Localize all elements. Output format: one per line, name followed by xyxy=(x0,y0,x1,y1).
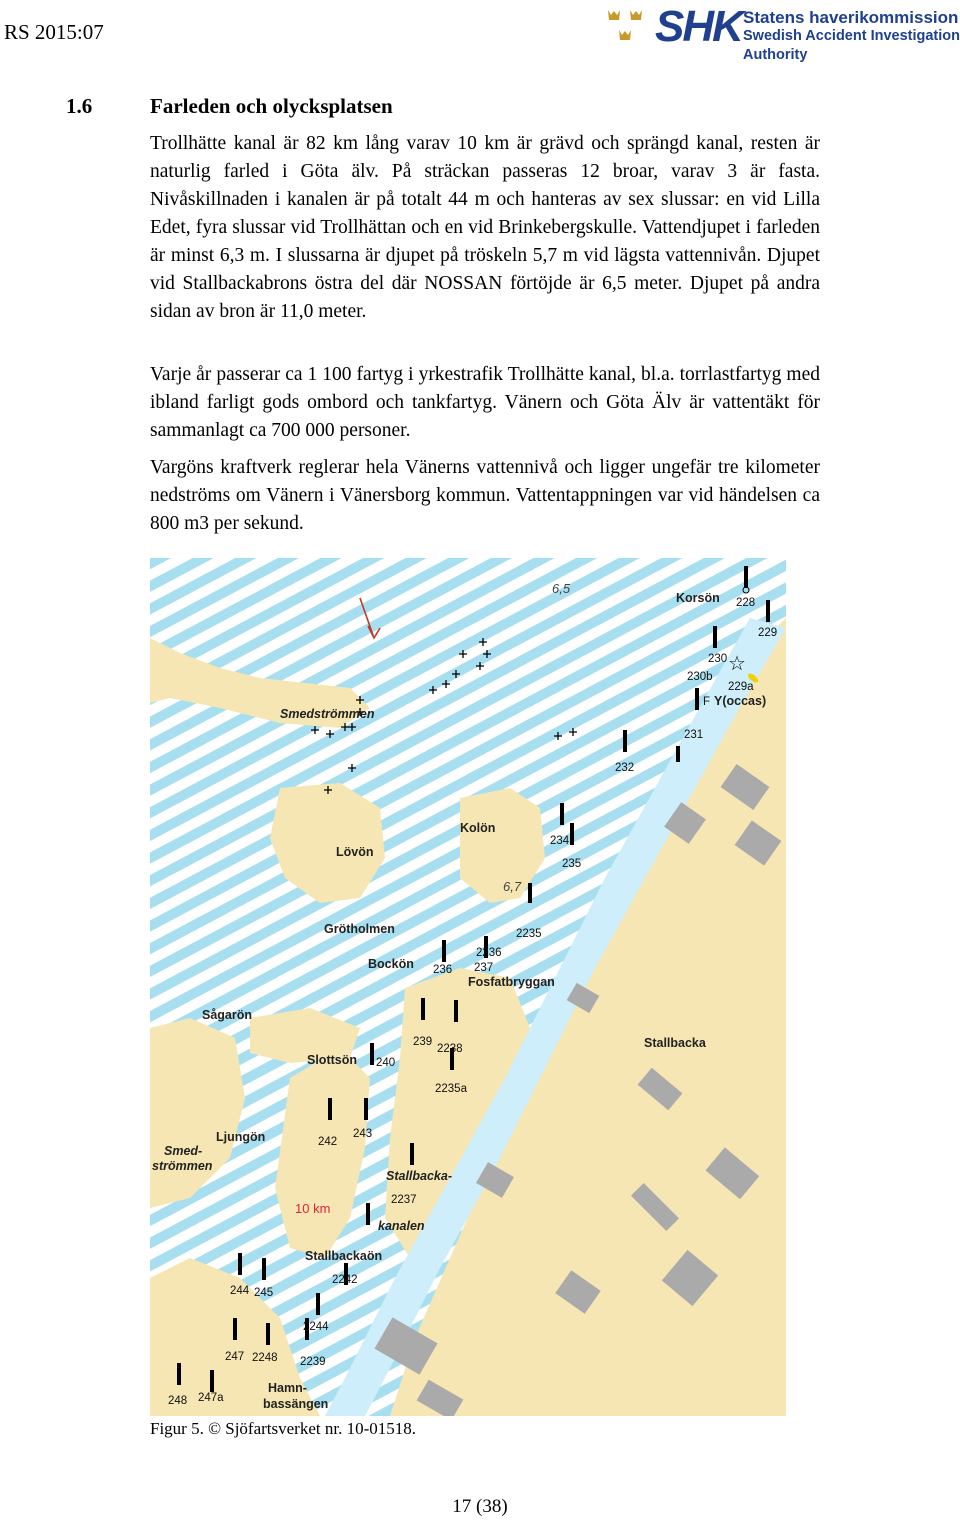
buoy-number: 2235a xyxy=(435,1083,467,1095)
section-title: Farleden och olycksplatsen xyxy=(150,94,393,118)
place-label: Lövön xyxy=(336,845,374,859)
buoy-number: 229 xyxy=(758,627,778,639)
buoy-number: 2248 xyxy=(252,1352,278,1364)
buoy-number: 2244 xyxy=(303,1321,329,1333)
place-label: Kolön xyxy=(460,821,496,835)
buoy-number: 2239 xyxy=(300,1356,326,1368)
agency-name-sv: Statens haverikommission xyxy=(743,8,959,27)
nautical-chart-image xyxy=(150,558,786,1416)
place-label: Stallbacka xyxy=(644,1036,706,1050)
page-number: 17 (38) xyxy=(452,1496,508,1517)
buoy-number: 2238 xyxy=(437,1043,463,1055)
logo-mark: SHK xyxy=(655,2,742,51)
place-label: strömmen xyxy=(152,1159,213,1173)
buoy-number: 232 xyxy=(615,762,635,774)
place-label: Smed- xyxy=(164,1144,203,1158)
three-crowns-icon xyxy=(605,8,651,48)
buoy-number: 235 xyxy=(562,858,582,870)
place-label: Slottsön xyxy=(307,1053,357,1067)
buoy-number: 236 xyxy=(433,964,453,976)
buoy-number: 229a xyxy=(728,681,754,693)
buoy-number: 230 xyxy=(708,653,728,665)
buoy-number: 240 xyxy=(376,1057,396,1069)
place-label: Stallbacka- xyxy=(386,1169,453,1183)
depth-label: 6,7 xyxy=(503,879,522,894)
place-label: Grötholmen xyxy=(324,922,395,936)
place-label: kanalen xyxy=(378,1219,425,1233)
buoy-number: F xyxy=(703,696,711,708)
place-label: bassängen xyxy=(263,1397,329,1411)
buoy-number: 234 xyxy=(550,835,570,847)
buoy-number: 239 xyxy=(413,1036,433,1048)
depth-label: 6,5 xyxy=(552,581,571,596)
section-number: 1.6 xyxy=(66,94,93,118)
place-label: Sågarön xyxy=(202,1008,253,1022)
star-icon: ☆ xyxy=(728,653,746,675)
buoy-number: 248 xyxy=(168,1395,188,1407)
buoy-number: 2242 xyxy=(332,1274,358,1286)
paragraph: Varje år passerar ca 1 100 fartyg i yrkestrafik Trollhätte kanal, bl.a. torrlastfartyg med ibland farligt gods ombord och tankfartyg. Vänern och Göta Älv är vattentäkt för sammanlagt ca 700 000 personer. xyxy=(150,364,820,441)
place-label: Hamn- xyxy=(268,1381,307,1395)
place-label: Smedströmmen xyxy=(280,707,375,721)
agency-name-en: Swedish Accident Investigation Authority xyxy=(743,28,960,63)
buoy-number: 2235 xyxy=(516,928,542,940)
shk-logo xyxy=(605,2,960,63)
buoy-number: 2237 xyxy=(391,1194,417,1206)
place-label: Bockön xyxy=(368,957,414,971)
buoy-number: 231 xyxy=(684,729,704,741)
buoy-number: 2236 xyxy=(476,947,502,959)
place-label: Korsön xyxy=(676,591,720,605)
buoy-number: 243 xyxy=(353,1128,373,1140)
buoy-number: 245 xyxy=(254,1287,274,1299)
buoy-number: 228 xyxy=(736,597,756,609)
buoy-number: 230b xyxy=(687,671,713,683)
report-id: RS 2015:07 xyxy=(4,20,104,44)
paragraph: Vargöns kraftverk reglerar hela Vänerns vattennivå och ligger ungefär tre kilometer nedströms om Vänern i Vänersborg kommun. Vattentappningen var vid händelsen ca 800 m3 per sekund. xyxy=(150,457,820,534)
place-label: Fosfatbryggan xyxy=(468,975,555,989)
buoy-number: 244 xyxy=(230,1285,250,1297)
buoy-number: 247a xyxy=(198,1392,224,1404)
distance-label: 10 km xyxy=(295,1201,331,1216)
buoy-number: 247 xyxy=(225,1351,245,1363)
figure-caption: Figur 5. © Sjöfartsverket nr. 10-01518. xyxy=(150,1419,416,1438)
paragraph: Trollhätte kanal är 82 km lång varav 10 km är grävd och sprängd kanal, resten är naturlig farled i Göta älv. På sträckan passeras 12 broar, varav 3 är fasta. Nivåskillnaden i kanalen är på totalt 44 m och hanteras av sex slussar: en vid Lilla Edet, fyra slussar vid Trollhättan och en vid Brinkebergskulle. Vattendjupet i farleden är minst 6,3 m. I slussarna är djupet på tröskeln 5,7 m vid lägsta vattennivån. Djupet vid Stallbackabrons östra del där NOSSAN förtöjde är 6,5 meter. Djupet på andra sidan av bron är 11,0 meter. xyxy=(150,133,820,322)
buoy-number: 237 xyxy=(474,962,494,974)
place-label: Stallbackaön xyxy=(305,1249,383,1263)
place-label: Y(occas) xyxy=(714,694,767,708)
buoy-number: 242 xyxy=(318,1136,338,1148)
place-label: Ljungön xyxy=(216,1130,266,1144)
